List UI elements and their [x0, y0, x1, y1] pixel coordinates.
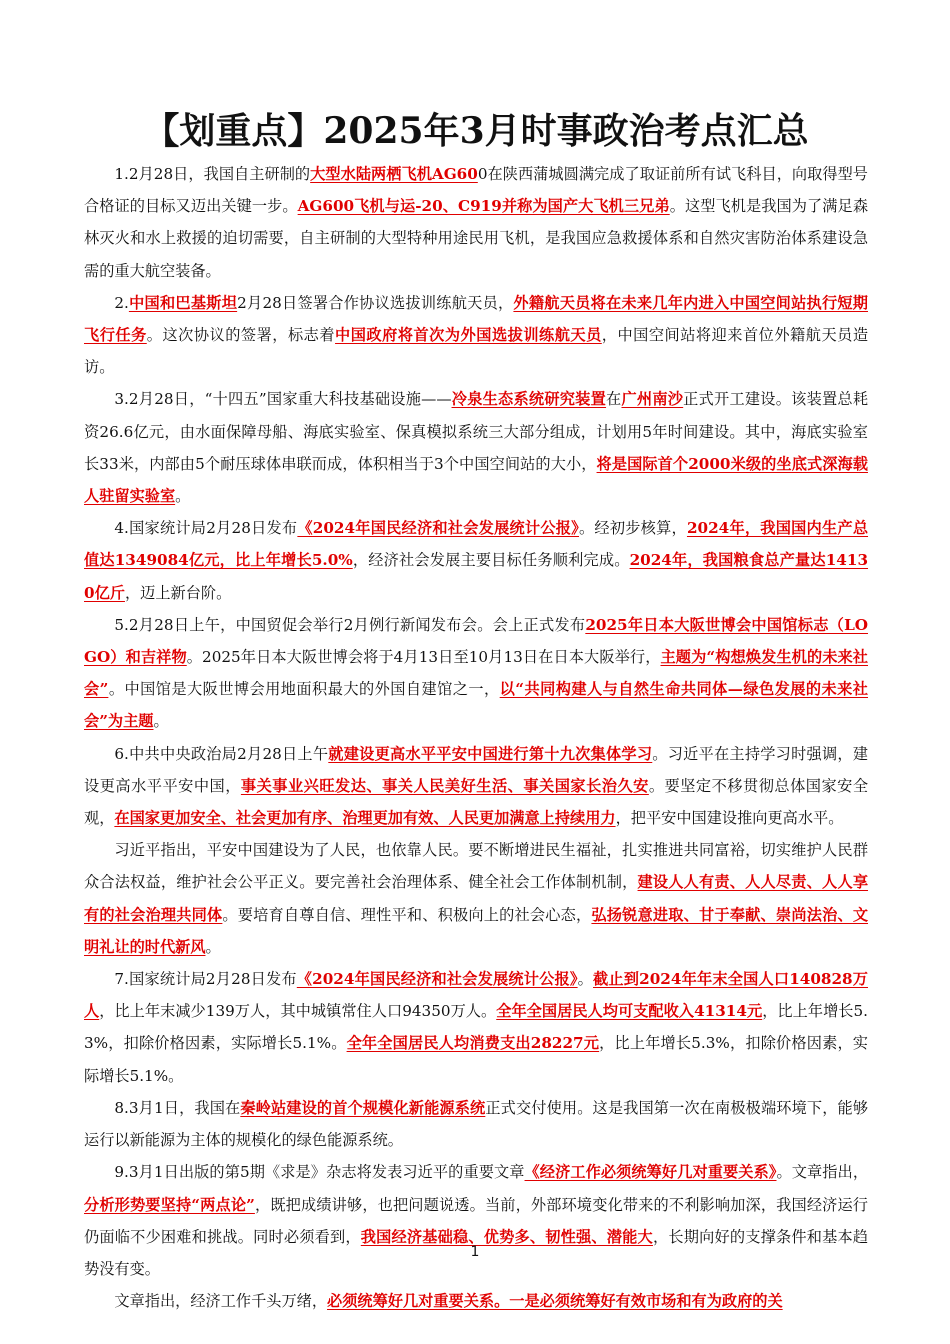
paragraph-6	[84, 738, 868, 835]
highlighted-key-point: 就建设更高水平平安中国进行第十九次集体学习	[328, 744, 653, 763]
body-text: 习近平指出，平安中国建设为了人民，也依靠人民。要不断增进民生福祉，扎实推进共同富裕，切实维护人民群众合法权益，维护社会公平正义。要完善社会治理体系、健全社会工作体制机制，	[84, 841, 868, 892]
highlighted-key-point: 主题为“构想焕发生机的未来社会”	[84, 648, 868, 699]
body-text: 。文章指出，	[776, 1163, 869, 1182]
highlighted-key-point: 《2024年国民经济和社会发展统计公报》	[297, 519, 579, 538]
highlighted-key-point: 在国家更加安全、社会更加有序、治理更加有效、人民更加满意上持续用力	[114, 809, 616, 828]
paragraph-11	[84, 1285, 868, 1317]
body-text: 在	[606, 390, 622, 409]
body-text: 正式交付使用。这是我国第一次在南极极端环境下，能够运行以新能源为主体的规模化的绿色能源系统。	[84, 1098, 869, 1150]
body-text: 8.3月1日，我国在	[114, 1098, 241, 1117]
highlighted-key-point: 广州南沙	[621, 390, 684, 409]
highlighted-key-point: 全年全国居民人均消费支出28227元	[346, 1034, 600, 1053]
highlighted-key-point: 《经济工作必须统筹好几对重要关系》	[524, 1163, 777, 1182]
paragraph-3	[84, 383, 868, 512]
body-text: 4.国家统计局2月28日发布	[114, 519, 298, 538]
page-title: 【划重点】2025年3月时事政治考点汇总	[143, 110, 809, 152]
body-text: 文章指出，经济工作千头万绪，	[114, 1292, 328, 1311]
paragraph-2	[84, 287, 868, 384]
page-number: 1	[470, 1244, 480, 1260]
highlighted-key-point: 《2024年国民经济和社会发展统计公报》	[296, 970, 578, 989]
paragraph-4	[84, 512, 868, 609]
body-text: 。	[205, 937, 221, 956]
body-text: ，经济社会发展主要目标任务顺利完成。	[352, 551, 630, 570]
paragraph-9	[84, 1092, 868, 1156]
highlighted-key-point: 事关事业兴旺发达、事关人民美好生活、事关国家长治久安	[240, 776, 649, 795]
highlighted-key-point: 将是国际首个2000米级的坐底式深海载人驻留实验室	[84, 454, 868, 506]
paragraph-8	[84, 963, 868, 1092]
body-text: 。	[175, 487, 191, 506]
body-text: 2月28日签署合作协议选拔训练航天员，	[237, 293, 514, 312]
highlighted-key-point: 中国政府将首次为外国选拔训练航天员	[335, 326, 602, 345]
highlighted-key-point: 2024年，我国国内生产总值达1349084亿元，比上年增长5.0%	[84, 519, 869, 570]
body-text: ，中国空间站将迎来首位外籍航天员造访。	[84, 326, 869, 377]
body-text: ，长期向好的支撑条件和基本趋势没有变。	[84, 1227, 869, 1278]
body-text: 。	[577, 970, 594, 989]
body-text: ，比上年末减少139万人，其中城镇常住人口94350万人。	[99, 1002, 497, 1021]
body-text: 。这型飞机是我国为了满足森林灭火和水上救援的迫切需要，自主研制的大型特种用途民用飞机，是我国应急救援体系和自然灾害防治体系建设急需的重大航空装备。	[84, 197, 869, 280]
body-text: 。要坚定不移贯彻总体国家安全观，	[84, 776, 869, 828]
body-text: 。要培育自尊自信、理性平和、积极向上的社会心态，	[222, 905, 592, 924]
paragraph-7	[84, 834, 868, 963]
highlighted-key-point: 以“共同构建人与自然生命共同体—绿色发展的未来社会”为主题	[84, 680, 868, 731]
paragraph-10	[84, 1156, 868, 1285]
document-body	[84, 158, 868, 1317]
body-text: 1.2月28日，我国自主研制的	[114, 165, 311, 183]
highlighted-key-point: 弘扬锐意进取、甘于奉献、崇尚法治、文明礼让的时代新风	[84, 905, 869, 956]
body-text: 正式开工建设。该装置总耗资26.6亿元，由水面保障母船、海底实验室、保真模拟系统三大部分组成，计划用5年时间建设。其中，海底实验室长33米，内部由5个耐压球体串联而成，体积相当于3个中国空间站的大小，	[84, 390, 869, 473]
body-text: ，既把成绩讲够，也把问题说透。当前，外部环境变化带来的不利影响加深，我国经济运行仍面临不少困难和挑战。同时必须看到，	[84, 1195, 868, 1246]
body-text: 3.2月28日，“十四五”国家重大科技基础设施——	[114, 390, 452, 409]
highlighted-key-point: 必须统筹好几对重要关系。一是必须统筹好有效市场和有为政府的关	[327, 1292, 783, 1311]
highlighted-key-point: 截止到2024年年末全国人口140828万人	[84, 970, 868, 1021]
body-text: 6.中共中央政治局2月28日上午	[114, 744, 329, 763]
body-text: 。中国馆是大阪世博会用地面积最大的外国自建馆之一，	[108, 680, 500, 699]
highlighted-key-point: AG600飞机与运-20、C919并称为国产大飞机三兄弟	[297, 197, 670, 216]
body-text: 。2025年日本大阪世博会将于4月13日至10月13日在日本大阪举行，	[186, 648, 661, 667]
body-text: ，比上年增长5.3%，扣除价格因素，实际增长5.1%。	[84, 1002, 868, 1053]
highlighted-key-point: 大型水陆两栖飞机AG60	[310, 165, 478, 183]
highlighted-key-point: 建设人人有责、人人尽责、人人享有的社会治理共同体	[84, 873, 869, 924]
paragraph-5	[84, 609, 868, 738]
highlighted-key-point: 全年全国居民人均可支配收入41314元	[496, 1002, 763, 1021]
highlighted-key-point: 分析形势要坚持“两点论”	[84, 1195, 255, 1214]
highlighted-key-point: 我国经济基础稳、优势多、韧性强、潜能大	[360, 1227, 653, 1246]
highlighted-key-point: 2025年日本大阪世博会中国馆标志（LOGO）和吉祥物	[84, 615, 868, 667]
body-text: 9.3月1日出版的第5期《求是》杂志将发表习近平的重要文章	[114, 1163, 525, 1182]
highlighted-key-point: 中国和巴基斯坦	[128, 293, 238, 312]
body-text: ，把平安中国建设推向更高水平。	[615, 809, 844, 828]
highlighted-key-point: 外籍航天员将在未来几年内进入中国空间站执行短期飞行任务	[84, 293, 868, 345]
body-text: 。习近平在主持学习时强调，建设更高水平平安中国，	[84, 744, 869, 795]
body-text: ，迈上新台阶。	[124, 583, 232, 602]
body-text: 7.国家统计局2月28日发布	[114, 970, 297, 989]
body-text: 0在陕西蒲城圆满完成了取证前所有试飞科目，向取得型号合格证的目标又迈出关键一步。	[84, 165, 868, 216]
highlighted-key-point: 冷泉生态系统研究装置	[451, 390, 607, 409]
paragraph-1	[84, 158, 868, 287]
body-text: 。	[153, 712, 169, 731]
highlighted-key-point: 秦岭站建设的首个规模化新能源系统	[240, 1098, 486, 1117]
body-text: 2.	[114, 293, 129, 312]
body-text: 。这次协议的签署，标志着	[146, 326, 336, 345]
highlighted-key-point: 2024年，我国粮食总产量达14130亿斤	[84, 551, 869, 602]
body-text: 。经初步核算，	[579, 519, 687, 538]
body-text: ，比上年增长5.3%，扣除价格因素，实际增长5.1%。	[84, 1034, 868, 1085]
body-text: 5.2月28日上午，中国贸促会举行2月例行新闻发布会。会上正式发布	[114, 615, 586, 634]
